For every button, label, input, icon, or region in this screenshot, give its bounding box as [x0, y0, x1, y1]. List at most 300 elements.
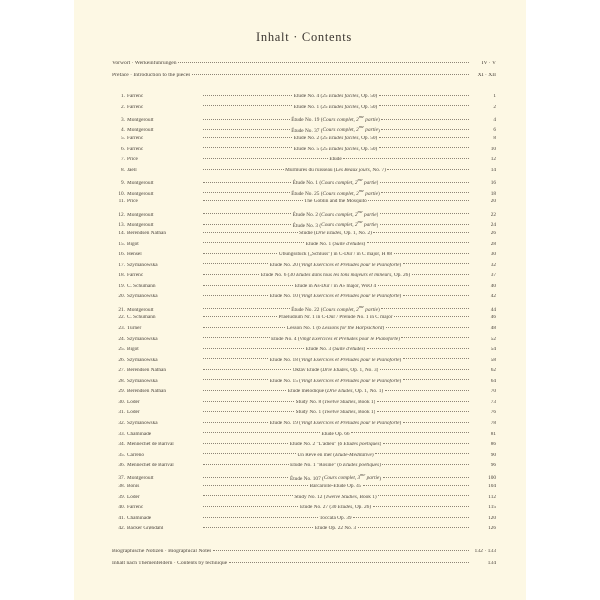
contents-entry-row — [112, 147, 496, 158]
contents-entry-row — [112, 315, 496, 326]
page-number: 73 — [490, 399, 496, 405]
entry-work-title: Étude No. 4 (Vingt Exercices et Préludes pour le Pianoforte) — [271, 336, 400, 342]
entry-work-title: Étude No. 18 (Vingt Exercices et Préludes pour le Pianoforte) — [269, 357, 402, 363]
entry-number: 19. — [118, 283, 125, 289]
leader-dots — [381, 308, 468, 309]
contents-entry-list — [112, 94, 496, 537]
front-matter-label: Vorwort · Werkeinführungen — [112, 61, 177, 66]
entry-number: 10. — [118, 190, 125, 197]
page-number: IV · V — [481, 61, 496, 66]
page-number: 81 — [490, 431, 496, 437]
entry-number: 27. — [118, 368, 125, 374]
entry-work-title: Lesson No. 1 (6 Lessons for the Harpsichord) — [286, 326, 385, 332]
entry-number: 15. — [118, 241, 125, 247]
leader-dots — [377, 401, 469, 402]
entry-composer: Montgeroult — [127, 191, 154, 197]
leader-dots — [203, 527, 314, 528]
entry-composer: Mennechet de Barival — [127, 463, 174, 469]
entry-composer: Szymanowska — [127, 420, 158, 426]
entry-work-title: Étude No. 3 (Cours complet, $2^{me}$ partie) — [292, 220, 379, 229]
entry-number: 41. — [118, 515, 125, 521]
leader-dots — [367, 348, 469, 349]
leader-dots — [203, 232, 298, 233]
entry-work-title: Barcarolle-Étude Op. 45 — [309, 484, 362, 490]
page-number: 28 — [490, 241, 496, 247]
entry-composer: Loder — [127, 410, 140, 416]
leader-dots — [203, 213, 292, 214]
contents-entry-row — [112, 168, 496, 179]
contents-entry-row — [112, 242, 496, 253]
page-number: 58 — [490, 357, 496, 363]
entry-composer: Montgeroult — [127, 212, 154, 218]
entry-work-title: Étude No. 2 "L'adieu" (6 Études poétiques) — [289, 442, 382, 448]
page-number: 26 — [490, 231, 496, 237]
entry-composer: Hensel — [127, 252, 142, 258]
entry-composer: C. Schumann — [127, 315, 156, 321]
contents-entry-row — [112, 94, 496, 105]
contents-entry-row — [112, 463, 496, 474]
contents-entry-row — [112, 358, 496, 369]
leader-dots — [403, 379, 469, 380]
contents-entry-row — [112, 337, 496, 348]
entry-number: 3. — [121, 116, 125, 123]
entry-composer: Berendsen Nathan — [127, 389, 166, 395]
entry-composer: Chaminade — [127, 515, 152, 521]
page-number: 64 — [490, 378, 496, 384]
page-number: 37 — [490, 273, 496, 279]
leader-dots — [203, 316, 277, 317]
contents-entry-row — [112, 199, 496, 210]
page-number: 96 — [490, 463, 496, 469]
leader-dots — [386, 327, 469, 328]
entry-number: 16. — [118, 252, 125, 258]
entry-work-title: Etüde in As-Dur / in A♭ major, WoO 4 — [294, 283, 377, 289]
leader-dots — [203, 401, 295, 402]
leader-dots — [412, 274, 469, 275]
entry-work-title: Étude No. 5 (25 Études faciles, Op. 50) — [293, 146, 378, 152]
page-number: 8 — [493, 136, 496, 142]
entry-composer: Szymanowska — [127, 357, 158, 363]
entry-composer: Price — [127, 199, 138, 205]
page-title: Inhalt · Contents — [256, 30, 352, 44]
entry-number: 38. — [118, 484, 125, 490]
leader-dots — [203, 432, 320, 433]
entry-composer: Montgeroult — [127, 128, 154, 134]
entry-work-title: Étude mélodique (Drie Etudes, Op. 1, No. 1) — [287, 389, 384, 395]
contents-entry-row — [112, 105, 496, 116]
page-number: 120 — [488, 515, 496, 521]
entry-composer: Montgeroult — [127, 307, 154, 313]
leader-dots — [203, 506, 299, 507]
leader-dots — [383, 443, 469, 444]
entry-work-title: Étude No. 19 (Cours complet, $2^{me}$ partie) — [291, 115, 380, 123]
entry-composer: C. Schumann — [127, 283, 156, 289]
back-matter-row — [112, 561, 496, 573]
entry-work-title: Étude No. 19 (Vingt Exercices et Préludes pour le Pianoforte) — [269, 420, 402, 426]
entry-number: 24. — [118, 336, 125, 342]
entry-number: 40. — [118, 505, 125, 511]
leader-dots — [353, 517, 468, 518]
entry-work-title: Study No. 12 (Twelve Studies, Book 1) — [294, 494, 377, 500]
page-number: 12 — [490, 157, 496, 163]
leader-dots — [378, 285, 469, 286]
page-number: 44 — [490, 306, 496, 313]
page-number: 30 — [490, 252, 496, 258]
entry-composer: Montgeroult — [127, 117, 154, 123]
leader-dots — [203, 358, 269, 359]
entry-number: 30. — [118, 399, 125, 405]
front-matter-list — [112, 61, 496, 85]
leader-dots — [379, 147, 469, 148]
entry-work-title: Étude — [329, 157, 342, 163]
leader-dots — [213, 550, 469, 551]
entry-work-title: Study No. 8 (Twelve Studies, Book 1) — [295, 399, 376, 405]
entry-work-title: Étude No. 37 (Cours complet, $2^{me}$ partie) — [291, 125, 380, 134]
leader-dots — [203, 517, 318, 518]
entry-number: 31. — [118, 410, 125, 416]
entry-composer: Bonis — [127, 484, 140, 490]
entry-composer: Farrenc — [127, 104, 144, 110]
entry-number: 28. — [118, 378, 125, 384]
contents-entry-row — [112, 421, 496, 432]
contents-entry-row — [112, 294, 496, 305]
page-number: 78 — [490, 420, 496, 426]
page-number: 115 — [488, 505, 496, 511]
leader-dots — [401, 337, 468, 338]
entry-composer: Jaëll — [127, 167, 137, 173]
leader-dots — [203, 453, 296, 454]
entry-work-title: Übungsstück („Schluss") in C-Dur / in C major, H 88 — [278, 252, 393, 258]
entry-work-title: Étude No. 1 (Suite d'études) — [305, 241, 366, 247]
page-number: 62 — [490, 368, 496, 374]
leader-dots — [203, 422, 269, 423]
entry-number: 5. — [121, 136, 125, 142]
leader-dots — [403, 263, 469, 264]
page-number: 76 — [490, 410, 496, 416]
leader-dots — [367, 242, 469, 243]
entry-number: 23. — [118, 326, 125, 332]
page-number: 22 — [490, 211, 496, 218]
back-matter-label: Inhalt nach Themenfeldern · Contents by technique — [112, 560, 228, 566]
page-number: 1 — [493, 94, 496, 99]
page-number: 18 — [490, 190, 496, 197]
page-number: 6 — [493, 127, 496, 134]
entry-work-title: Étude Op. 66 — [321, 431, 350, 437]
entry-composer: Turner — [127, 326, 142, 332]
leader-dots — [203, 379, 269, 380]
leader-dots — [379, 105, 469, 106]
leader-dots — [375, 453, 468, 454]
entry-composer: Mennechet de Barival — [127, 442, 174, 448]
contents-entry-row — [112, 368, 496, 379]
front-matter-label: Préface · Introduction to the pieces — [112, 73, 191, 78]
entry-work-title: Étude No. 6 (30 Études dans tous les tons majeurs et mineurs, Op. 26) — [260, 273, 411, 279]
entry-number: 20. — [118, 294, 125, 300]
entry-composer: Loder — [127, 399, 140, 405]
entry-composer: Carreño — [127, 452, 145, 458]
entry-composer: Bigot — [127, 347, 139, 353]
leader-dots — [203, 158, 328, 159]
back-matter-row — [112, 549, 496, 561]
entry-number: 35. — [118, 452, 125, 458]
contents-entry-row — [112, 379, 496, 390]
contents-entry-row — [112, 231, 496, 242]
contents-entry-row — [112, 263, 496, 274]
leader-dots — [385, 390, 469, 391]
leader-dots — [203, 443, 289, 444]
entry-composer: Montgeroult — [127, 476, 154, 482]
entry-number: 42. — [118, 526, 125, 532]
entry-work-title: Étude No. 4 (25 Études faciles, Op. 50) — [293, 94, 378, 99]
contents-entry-row — [112, 189, 496, 200]
page-number: 90 — [490, 452, 496, 458]
leader-dots — [394, 316, 468, 317]
leader-dots — [379, 95, 469, 96]
leader-dots — [203, 200, 303, 201]
back-matter-label: Biographische Notizen · Biographical Notes — [112, 548, 212, 554]
leader-dots — [387, 169, 468, 170]
entry-composer: Szymanowska — [127, 378, 158, 384]
leader-dots — [381, 129, 468, 130]
entry-number: 1. — [121, 94, 125, 99]
leader-dots — [203, 464, 289, 465]
entry-number: 33. — [118, 431, 125, 437]
entry-work-title: Murmures du ruisseau (Les Beaux jours, No. 7) — [285, 167, 386, 173]
leader-dots — [203, 253, 278, 254]
leader-dots — [358, 527, 469, 528]
leader-dots — [368, 200, 468, 201]
entry-work-title: Praeludium Nr. 1 in C-Dur / Prelude No. 1 in C major — [278, 315, 393, 321]
contents-entry-row — [112, 432, 496, 443]
leader-dots — [229, 562, 469, 563]
entry-number: 14. — [118, 231, 125, 237]
leader-dots — [203, 485, 309, 486]
entry-composer: Price — [127, 157, 138, 163]
entry-composer: Backer Grøndahl — [127, 526, 164, 532]
entry-work-title: Étude No. 2 (Cours complet, $2^{me}$ partie) — [292, 210, 379, 218]
leader-dots — [203, 95, 293, 96]
contents-entry-row — [112, 115, 496, 126]
entry-work-title: Étude Op. 22 No. 3 — [314, 526, 357, 532]
entry-number: 36. — [118, 463, 125, 469]
entry-number: 26. — [118, 357, 125, 363]
entry-work-title: Oktav Etude (Drie Etudes, Op. 1, No. 3) — [292, 368, 379, 374]
entry-composer: Szymanowska — [127, 294, 158, 300]
entry-composer: Berendsen Nathan — [127, 231, 166, 237]
leader-dots — [203, 495, 293, 496]
contents-entry-row — [112, 284, 496, 295]
entry-work-title: Étude No. 2 (25 Études faciles, Op. 50) — [293, 136, 378, 142]
page-number: 4 — [493, 116, 496, 123]
back-matter-list — [112, 549, 496, 573]
contents-entry-row — [112, 505, 496, 516]
page-number: 104 — [488, 484, 496, 490]
entry-composer: Szymanowska — [127, 336, 158, 342]
leader-dots — [373, 506, 469, 507]
contents-entry-row — [112, 326, 496, 337]
entry-number: 39. — [118, 494, 125, 500]
leader-dots — [203, 390, 287, 391]
leader-dots — [377, 411, 469, 412]
entry-number: 18. — [118, 273, 125, 279]
entry-composer: Farrenc — [127, 146, 144, 152]
entry-number: 6. — [121, 146, 125, 152]
leader-dots — [203, 119, 290, 120]
entry-number: 4. — [121, 127, 125, 134]
leader-dots — [382, 464, 468, 465]
entry-work-title: Studie (Drie Etudes, Op. 1, No. 2) — [299, 231, 372, 237]
entry-work-title: Étude No. 15 (Vingt Exercices et Préludes pour le Pianoforte) — [269, 378, 402, 384]
entry-work-title: Étude No. 3 (Suite d'études) — [305, 347, 366, 353]
book-page — [74, 0, 526, 600]
page-number: 134 — [487, 560, 496, 566]
page-number: 24 — [490, 222, 496, 229]
leader-dots — [403, 295, 469, 296]
contents-entry-row — [112, 221, 496, 232]
leader-dots — [192, 74, 469, 75]
leader-dots — [203, 182, 292, 183]
leader-dots — [381, 119, 468, 120]
leader-dots — [203, 308, 290, 309]
leader-dots — [379, 137, 469, 138]
leader-dots — [203, 477, 289, 478]
contents-entry-row — [112, 126, 496, 137]
entry-composer: Bigot — [127, 241, 139, 247]
contents-entry-row — [112, 347, 496, 358]
entry-composer: Farrenc — [127, 505, 144, 511]
leader-dots — [203, 348, 305, 349]
entry-number: 22. — [118, 315, 125, 321]
entry-number: 32. — [118, 420, 125, 426]
contents-entry-row — [112, 410, 496, 421]
entry-number: 37. — [118, 475, 125, 482]
front-matter-row — [112, 61, 496, 73]
contents-entry-row — [112, 474, 496, 485]
leader-dots — [380, 213, 469, 214]
leader-dots — [203, 137, 293, 138]
page-number: 10 — [490, 146, 496, 152]
entry-number: 9. — [121, 180, 125, 187]
leader-dots — [203, 242, 305, 243]
leader-dots — [373, 232, 468, 233]
leader-dots — [403, 358, 469, 359]
leader-dots — [203, 274, 260, 275]
leader-dots — [203, 192, 290, 193]
page-number: 20 — [490, 199, 496, 205]
entry-number: 8. — [121, 167, 125, 173]
contents-entry-row — [112, 273, 496, 284]
contents-entry-row — [112, 516, 496, 527]
contents-entry-row — [112, 252, 496, 263]
entry-composer: Montgeroult — [127, 223, 154, 229]
entry-work-title: Étude No. 27 (30 Études, Op. 26) — [299, 505, 372, 511]
leader-dots — [203, 129, 290, 130]
contents-entry-row — [112, 484, 496, 495]
entry-work-title: The Goblin and the Mosquito — [304, 199, 367, 205]
contents-entry-row — [112, 157, 496, 168]
entry-composer: Chaminade — [127, 431, 152, 437]
leader-dots — [203, 224, 292, 225]
entry-work-title: Étude No. 1 (25 Études faciles, Op. 50) — [293, 104, 378, 110]
contents-entry-row — [112, 442, 496, 453]
entry-number: 7. — [121, 157, 125, 163]
leader-dots — [203, 285, 294, 286]
contents-entry-row — [112, 210, 496, 221]
leader-dots — [380, 369, 469, 370]
page-number: 46 — [490, 315, 496, 321]
leader-dots — [203, 327, 286, 328]
entry-number: 25. — [118, 347, 125, 353]
leader-dots — [203, 337, 270, 338]
entry-work-title: Étude No. 22 (Cours complet, $2^{me}$ partie) — [291, 304, 380, 313]
entry-composer: Loder — [127, 494, 140, 500]
entry-work-title: Étude No. 107 (Cours complet, $3^{me}$ partie) — [289, 473, 382, 482]
leader-dots — [203, 369, 292, 370]
entry-number: 11. — [118, 199, 125, 205]
entry-work-title: Toccata Op. 39 — [319, 515, 352, 521]
contents-entry-row — [112, 389, 496, 400]
entry-number: 29. — [118, 389, 125, 395]
contents-entry-row — [112, 453, 496, 464]
entry-number: 17. — [118, 262, 125, 268]
page-number: 16 — [490, 180, 496, 187]
page-number: 54 — [490, 347, 496, 353]
leader-dots — [380, 182, 469, 183]
page-number: 112 — [488, 494, 496, 500]
entry-work-title: Étude No. 10 (Vingt Exercices et Préludes pour le Pianoforte) — [269, 294, 402, 300]
page-number: 86 — [490, 442, 496, 448]
page-number: 42 — [490, 294, 496, 300]
entry-composer: Farrenc — [127, 273, 144, 279]
entry-work-title: Un Rêve en mer (Étude-Méditative) — [297, 452, 374, 458]
contents-entry-row — [112, 136, 496, 147]
entry-number: 2. — [121, 104, 125, 110]
leader-dots — [381, 192, 468, 193]
contents-entry-row — [112, 178, 496, 189]
leader-dots — [351, 432, 468, 433]
leader-dots — [403, 422, 469, 423]
contents-entry-row — [112, 526, 496, 537]
entry-number: 13. — [118, 222, 125, 229]
leader-dots — [394, 253, 469, 254]
leader-dots — [363, 485, 469, 486]
leader-dots — [203, 169, 284, 170]
leader-dots — [383, 477, 469, 478]
entry-number: 12. — [118, 211, 125, 218]
page-number: 2 — [493, 104, 496, 110]
entry-number: 21. — [118, 306, 125, 313]
page-number: 132 · 133 — [474, 548, 496, 554]
leader-dots — [203, 295, 269, 296]
page-number: 52 — [490, 336, 496, 342]
entry-number: 34. — [118, 442, 125, 448]
contents-entry-row — [112, 400, 496, 411]
entry-composer: Farrenc — [127, 94, 144, 99]
leader-dots — [203, 263, 269, 264]
entry-work-title: Étude No. 25 (Cours complet, $2^{me}$ partie) — [291, 188, 380, 197]
leader-dots — [343, 158, 468, 159]
entry-work-title: Study No. 1 (Twelve Studies, Book 1) — [295, 410, 376, 416]
page-number: 48 — [490, 326, 496, 332]
page-number: 126 — [488, 526, 496, 532]
page-number: 14 — [490, 167, 496, 173]
entry-work-title: Étude No. 1 (Cours complet, $2^{me}$ partie) — [292, 178, 379, 187]
leader-dots — [378, 495, 468, 496]
leader-dots — [178, 62, 468, 63]
page-number: 40 — [490, 283, 496, 289]
entry-composer: Berendsen Nathan — [127, 368, 166, 374]
leader-dots — [203, 105, 293, 106]
